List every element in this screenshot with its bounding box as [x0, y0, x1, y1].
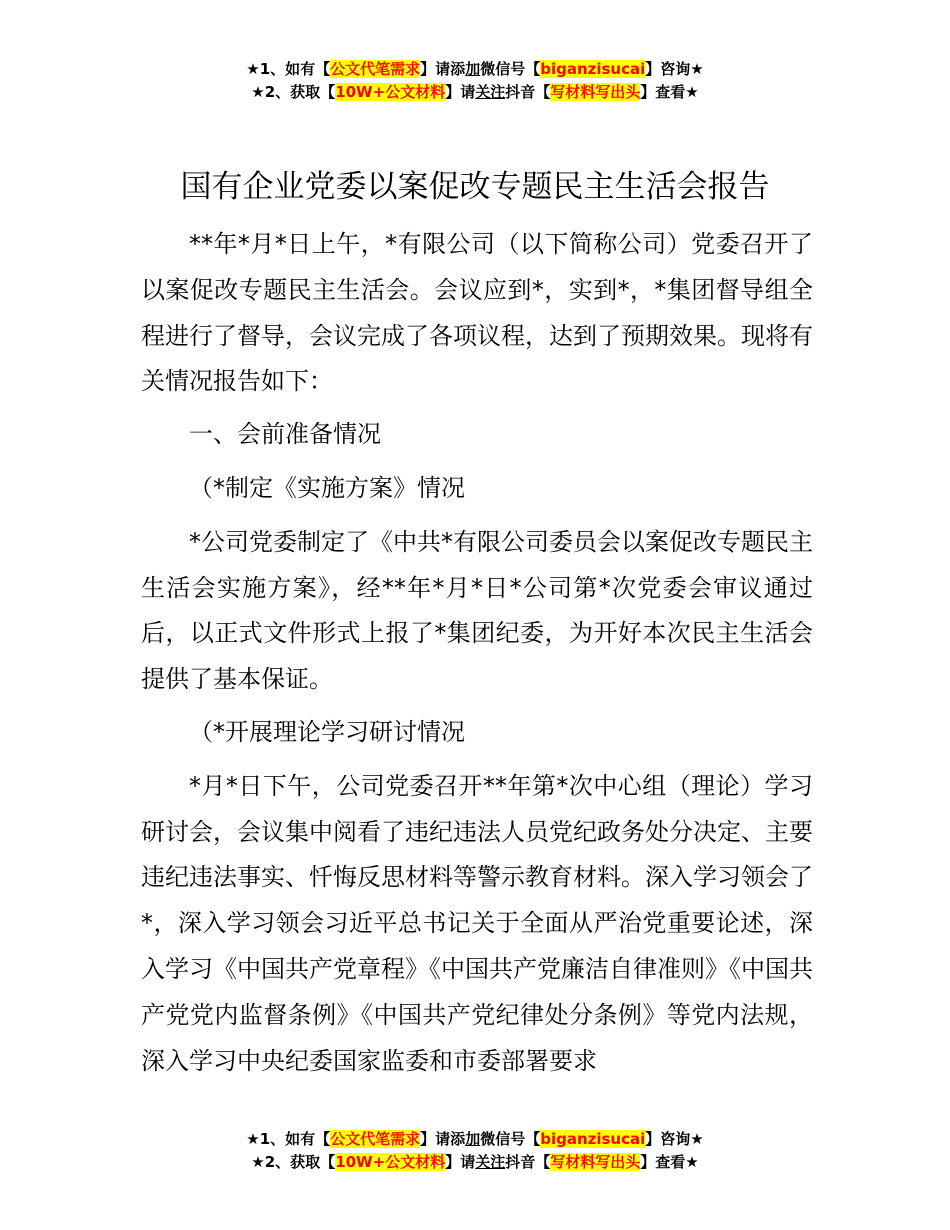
footer-promo-line-2 — [0, 1151, 950, 1174]
footer-promo-line-1-text-b: 加 — [465, 1130, 481, 1148]
paragraph-plan: *公司党委制定了《中共*有限公司委员会以案促改专题民主生活会实施方案》，经**年*月*日*公司第*次党委会审议通过后，以正式文件形式上报了*集团纪委，为开好本次民主生活会提供了基本保证。 — [141, 527, 813, 694]
promo-line-1-text-c: 微信号【 — [480, 60, 541, 78]
promo-highlight-materials: 10W+公文材料 — [335, 83, 446, 101]
footer-promo-line-1-text-a: 】请添 — [420, 1130, 466, 1148]
header-promo-banner — [0, 58, 950, 104]
promo-line-1-prefix: ★1、如有【 — [246, 60, 331, 78]
promo-line-1-suffix: 】咨询★ — [645, 60, 704, 78]
promo-line-2 — [0, 81, 950, 104]
promo-line-2-suffix: 】查看★ — [640, 83, 699, 101]
paragraph-study: *月*日下午，公司党委召开**年第*次中心组（理论）学习研讨会，会议集中阅看了违纪违法人员党纪政务处分决定、主要违纪违法事实、忏悔反思材料等警示教育材料。深入学习领会了*，深入学习领会习近平总书记关于全面从严治党重要论述，深入学习《中国共产党章程》《中国共产党廉洁自律准则》《中国共产党党内监督条例》《中国共产党纪律处分条例》等党内法规，深入学习中央纪委国家监委和市委部署要求 — [141, 771, 813, 1075]
promo-line-2-text-c: 抖音【 — [505, 83, 551, 101]
footer-promo-highlight-douyin-account: 写材料写出头 — [550, 1153, 641, 1171]
promo-highlight-wechat-id: biganzisucai — [540, 60, 646, 78]
promo-line-2-text-b: 关注 — [475, 83, 506, 101]
section-heading-preparation: 一、会前准备情况 — [189, 420, 381, 449]
footer-promo-line-2-prefix: ★2、获取【 — [251, 1153, 336, 1171]
footer-promo-line-2-suffix: 】查看★ — [640, 1153, 699, 1171]
subsection-heading-plan: （*制定《实施方案》情况 — [189, 473, 465, 502]
footer-promo-line-2-text-c: 抖音【 — [505, 1153, 551, 1171]
footer-promo-line-1-prefix: ★1、如有【 — [246, 1130, 331, 1148]
footer-promo-line-1 — [0, 1128, 950, 1151]
document-title: 国有企业党委以案促改专题民主生活会报告 — [180, 169, 770, 205]
footer-promo-line-2-text-b: 关注 — [475, 1153, 506, 1171]
paragraph-intro: **年*月*日上午，*有限公司（以下简称公司）党委召开了以案促改专题民主生活会。会议应到*，实到*，*集团督导组全程进行了督导，会议完成了各项议程，达到了预期效果。现将有关情况报告如下： — [141, 230, 813, 396]
footer-promo-highlight-writing-service: 公文代笔需求 — [330, 1130, 421, 1148]
promo-line-1-text-b: 加 — [465, 60, 481, 78]
footer-promo-line-1-suffix: 】咨询★ — [645, 1130, 704, 1148]
promo-line-2-text-a: 】请 — [445, 83, 476, 101]
footer-promo-highlight-wechat-id: biganzisucai — [540, 1130, 646, 1148]
promo-line-2-prefix: ★2、获取【 — [251, 83, 336, 101]
promo-line-1 — [0, 58, 950, 81]
footer-promo-line-1-text-c: 微信号【 — [480, 1130, 541, 1148]
promo-highlight-writing-service: 公文代笔需求 — [330, 60, 421, 78]
promo-line-1-text-a: 】请添 — [420, 60, 466, 78]
footer-promo-banner — [0, 1128, 950, 1174]
document-body — [141, 222, 813, 1091]
footer-promo-highlight-materials: 10W+公文材料 — [335, 1153, 446, 1171]
promo-highlight-douyin-account: 写材料写出头 — [550, 83, 641, 101]
subsection-heading-study: （*开展理论学习研讨情况 — [189, 717, 465, 746]
footer-promo-line-2-text-a: 】请 — [445, 1153, 476, 1171]
